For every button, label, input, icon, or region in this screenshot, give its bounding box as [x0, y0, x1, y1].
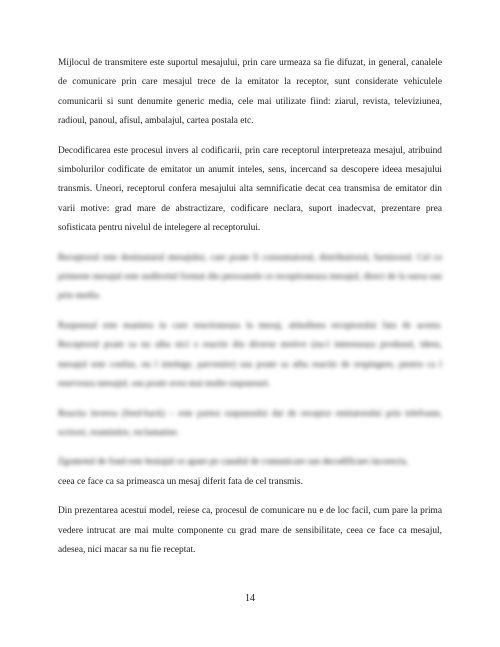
paragraph-feedback-blurred: Reactia inversa (feed-back) – este partea raspunsului dat de receptor emitatorului prin telefoane, scrisori, reamintire, reclamatiee.: [58, 408, 442, 438]
page-number: 14: [245, 593, 255, 604]
paragraph-transmission-medium: Mijlocul de transmitere este suportul mesajului, prin care urmeaza sa fie difuzat, in general, canalele de comunicare prin care mesajul trece de la emitator la receptor, sunt considerate vehiculele comunicarii si sunt denumite generic media, cele mai utilizate fiind: ziarul, revista, televiziunea, radioul, panoul, afisul, ambalajul, cartea postala etc.: [58, 58, 442, 127]
noise-blurred-text: Zgomotul de fond este bruiajul ce apare pe canalul de comunicare sau decodificare incorecta,: [58, 457, 408, 468]
noise-visible-text: ceea ce face ca sa primeasca un mesaj diferit fata de cel transmis.: [58, 476, 303, 487]
paragraph-conclusion: Din prezentarea acestui model, reiese ca, procesul de comunicare nu e de loc facil, cum pare la prima vedere intrucat are mai multe componente cu grad mare de sensibilitate, ceea ce face ca mesajul, adesea, nici macar sa nu fie receptat.: [58, 506, 442, 555]
paragraph-noise: [58, 453, 442, 492]
paragraph-response-blurred: Raspunsul este maniera in care reactioneaza la mesaj, atitudinea receptorului fata de acesta. Receptorul poate sa nu aiba nici o reactie din diverse motive (nu-l intereseaza produsul, ideea, mesajul este confuz, nu l intelege, parvenire) sau poate sa aiba reactie de respingere, pentru ca l enerveaza mesajul, sau poate avea mai multe raspunsuri.: [58, 320, 442, 390]
paragraph-receiver-blurred: Receptorul este destinatarul mesajului, care poate fi consumatorul, distribuitorul, furnizorul. Cel ce primeste mesajul este auditoriul format din persoanele ce receptioneaza mesajul, direct de la sursa sau prin media.: [58, 252, 442, 302]
paragraph-decoding: Decodificarea este procesul invers al codificarii, prin care receptorul interpreteaza mesajul, atribuind simbolurilor codificate de emitator un anumit inteles, sens, incercand sa descopere ideea mesajului transmis. Uneori, receptorul confera mesajului alta semnificatie decat cea transmisa de emitator din varii motive: grad mare de abstractizare, codificare neclara, suport inadecvat, prezentare prea sofisticata pentru nivelul de intelegere al receptorului.: [58, 145, 442, 234]
